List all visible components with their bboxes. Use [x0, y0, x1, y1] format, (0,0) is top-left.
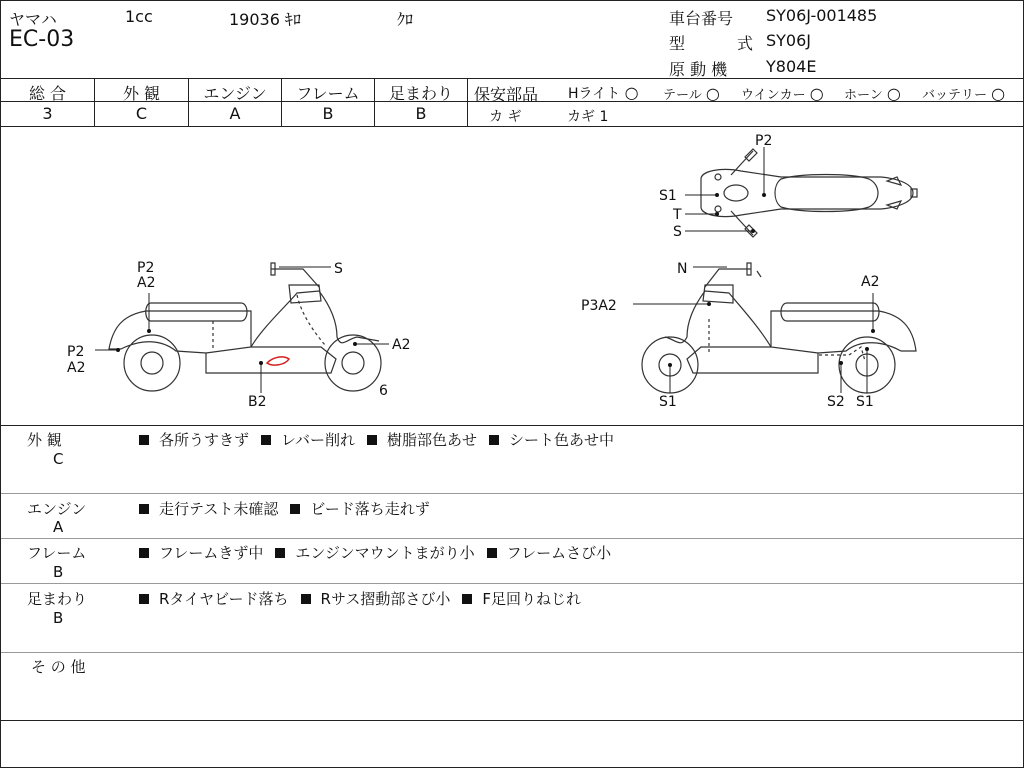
- bullet-icon: [487, 548, 497, 558]
- displacement: 1cc: [125, 7, 153, 26]
- left-label-a2: A2: [137, 275, 156, 291]
- right-label-s2: S2: [827, 394, 845, 410]
- safety-tail: テール ○: [663, 84, 720, 103]
- bullet-icon: [489, 435, 499, 445]
- grade-label-suspension: 足まわり: [388, 84, 453, 103]
- grade-value-exterior: C: [135, 104, 148, 123]
- safety-winker: ウインカー ○: [741, 84, 824, 103]
- chassis-label: 車台番号: [669, 9, 734, 28]
- right-label-s1-front: S1: [659, 394, 677, 410]
- grade-label-exterior: 外 観: [122, 84, 161, 103]
- remark-category-suspension: 足まわり: [27, 590, 88, 608]
- type-label-2: 式: [737, 34, 754, 53]
- bullet-icon: [290, 504, 300, 514]
- grade-label-frame: フレーム: [296, 84, 360, 103]
- divider: [467, 78, 468, 126]
- engine-label: 原 動 機: [669, 60, 728, 79]
- divider: [1, 493, 1023, 494]
- bullet-icon: [275, 548, 285, 558]
- left-label-s: S: [334, 261, 343, 277]
- grade-value-engine: A: [229, 104, 241, 123]
- divider: [1, 425, 1023, 426]
- left-label-b2: B2: [248, 394, 267, 410]
- grade-value-frame: B: [322, 104, 334, 123]
- remark-grade-suspension: B: [53, 609, 64, 627]
- bullet-icon: [139, 594, 149, 604]
- type-value: SY06J: [766, 31, 812, 50]
- remark-items-suspension: Rタイヤビード落ち Rサス摺動部さび小 F足回りねじれ: [139, 588, 581, 609]
- bullet-icon: [367, 435, 377, 445]
- grade-value-suspension: B: [415, 104, 427, 123]
- model-name: EC-03: [9, 27, 75, 52]
- grade-label-engine: エンジン: [203, 84, 267, 103]
- grade-label-overall: 総 合: [28, 84, 67, 103]
- remark-category-engine: エンジン: [27, 500, 87, 518]
- remark-items-exterior: 各所うすきず レバー削れ 樹脂部色あせ シート色あせ中: [139, 429, 614, 450]
- left-label-a2-rear: A2: [67, 360, 86, 376]
- grade-value-overall: 3: [42, 104, 53, 123]
- left-label-a2-front: A2: [392, 337, 411, 353]
- remark-category-other: そ の 他: [31, 658, 86, 676]
- maker-name: ヤマハ: [9, 10, 57, 29]
- safety-label: 保安部品: [474, 85, 539, 104]
- bullet-icon: [139, 504, 149, 514]
- top-view-scooter-outline: [701, 149, 917, 237]
- left-label-p2: P2: [137, 260, 155, 276]
- left-label-p2-rear: P2: [67, 344, 85, 360]
- divider: [1, 583, 1023, 584]
- top-label-t: T: [673, 207, 682, 223]
- remark-grade-frame: B: [53, 563, 64, 581]
- divider: [1, 652, 1023, 653]
- damage-diagram: [1, 127, 1023, 425]
- mileage: 19036 ｷﾛ: [229, 10, 301, 29]
- bullet-icon: [462, 594, 472, 604]
- right-callout-lines: [633, 267, 873, 393]
- remark-grade-exterior: C: [53, 450, 64, 468]
- scratch-mark: [267, 357, 289, 365]
- key-value: カギ 1: [567, 109, 609, 125]
- bullet-icon: [139, 435, 149, 445]
- key-label: カ ギ: [489, 109, 522, 125]
- right-label-s1-rear: S1: [856, 394, 874, 410]
- bullet-icon: [139, 548, 149, 558]
- body-color: ｸﾛ: [397, 10, 414, 29]
- remark-category-exterior: 外 観: [27, 431, 62, 449]
- bullet-icon: [261, 435, 271, 445]
- right-label-a2: A2: [861, 274, 880, 290]
- remark-items-engine: 走行テスト未確認 ビード落ち走れず: [139, 498, 430, 519]
- safety-headlight: Hライト ○: [568, 83, 639, 102]
- remark-grade-engine: A: [53, 518, 64, 536]
- right-label-p3a2: P3A2: [581, 298, 617, 314]
- top-label-s: S: [673, 224, 682, 240]
- engine-value: Y804E: [766, 57, 817, 76]
- divider: [1, 720, 1023, 721]
- right-label-n: N: [677, 261, 688, 277]
- chassis-number: SY06J-001485: [766, 6, 878, 25]
- left-label-6: 6: [379, 383, 388, 399]
- remark-items-frame: フレームきず中 エンジンマウントまがり小 フレームさび小: [139, 542, 611, 563]
- safety-horn: ホーン ○: [844, 84, 901, 103]
- top-label-s1: S1: [659, 188, 677, 204]
- remark-category-frame: フレーム: [27, 544, 87, 562]
- divider: [1, 538, 1023, 539]
- bullet-icon: [301, 594, 311, 604]
- safety-battery: バッテリー ○: [922, 84, 1006, 103]
- type-label-1: 型: [669, 34, 686, 53]
- top-callout-lines: [685, 147, 764, 231]
- divider: [1, 78, 1023, 79]
- top-label-p2: P2: [755, 133, 773, 149]
